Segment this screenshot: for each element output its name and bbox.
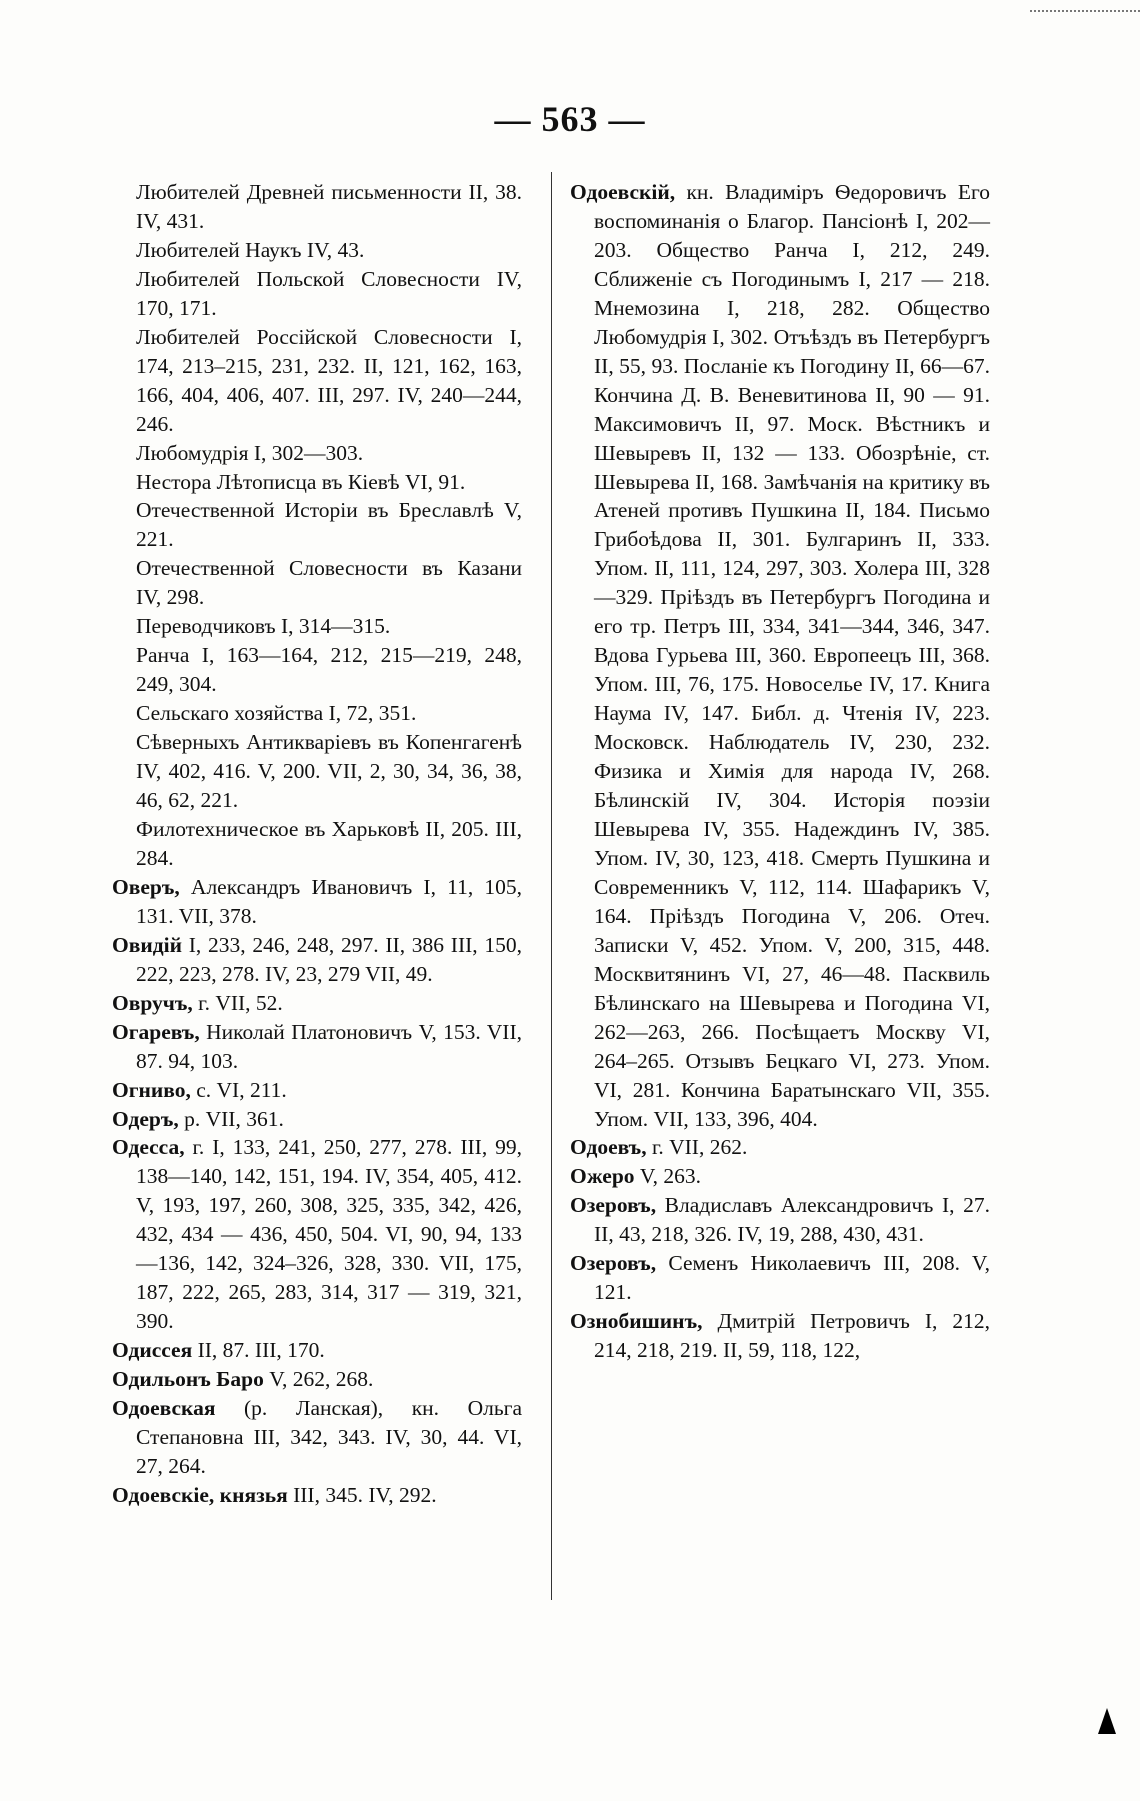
- index-entry: [112, 468, 522, 497]
- entry-heading: Ожеро: [570, 1164, 635, 1189]
- entry-heading: Ознобишинъ,: [570, 1309, 703, 1334]
- index-entry: [112, 1105, 522, 1134]
- entry-text: Отечественной Словесности въ Казани IV, 298.: [136, 556, 522, 610]
- index-entry: [112, 873, 522, 931]
- entry-text: Любомудрія I, 302—303.: [136, 440, 364, 465]
- index-entry: [112, 496, 522, 554]
- entry-text: с. VI, 211.: [190, 1077, 287, 1102]
- index-entry: [112, 236, 522, 265]
- entry-text: Любителей Россійской Словесности I, 174, 213–215, 231, 232. II, 121, 162, 163, 166, 404, 406, 407. III, 297. IV, 240—244, 246.: [136, 324, 522, 436]
- entry-text: Сельскаго хозяйства I, 72, 351.: [136, 701, 417, 726]
- entry-text: I, 233, 246, 248, 297. II, 386 III, 150, 222, 223, 278. IV, 23, 279 VII, 49.: [136, 932, 522, 986]
- entry-text: II, 87. III, 170.: [192, 1338, 325, 1363]
- entry-text: Филотехническое въ Харьковѣ II, 205. III, 284.: [136, 816, 522, 870]
- entry-text: Отечественной Исторіи въ Бреславлѣ V, 221.: [136, 498, 522, 552]
- entry-heading: Одоевскій,: [570, 180, 676, 204]
- entry-heading: Одильонъ Баро: [112, 1367, 264, 1392]
- index-entry: [570, 178, 990, 1133]
- index-entry: [112, 931, 522, 989]
- entry-text: III, 345. IV, 292.: [287, 1482, 437, 1507]
- entry-text: кн. Владиміръ Ѳедоровичъ Его воспоминанія о Благор. Пансіонѣ I, 202—203. Общество Ранча I, 212, 249. Сближеніе съ Погодинымъ I, 217 — 218. Мнемозина I, 218, 282. Общество Любомудрія I, 302. Отъѣздъ въ Петербургъ II, 55, 93. Посланіе къ Погодину II, 66—67. Кончина Д. В. Веневитинова II, 90 — 91. Максимовичъ II, 97. Моск. Вѣстникъ и Шевыревъ II, 132 — 133. Обозрѣніе, ст. Шевырева II, 168. Замѣчанія на критику въ Атеней противъ Пушкина II, 184. Письмо Грибоѣдова II, 301. Булгаринъ II, 333. Упом. II, 111, 124, 297, 303. Холера III, 328—329. Пріѣздъ въ Петербургъ Погодина и его тр. Петръ III, 334, 341—344, 346, 347. Вдова Гурьева III, 360. Европеецъ III, 368. Упом. III, 76, 175. Новоселье IV, 17. Книга Наума IV, 147. Библ. д. Чтенія IV, 223. Московск. Наблюдатель IV, 230, 232. Физика и Химія для народа IV, 268. Бѣлинскій IV, 304. Исторія поэзіи Шевырева IV, 355. Надеждинъ IV, 385. Упом. IV, 30, 123, 418. Смерть Пушкина и Современникъ V, 112, 114. Шафарикъ V, 164. Пріѣздъ Погодина V, 206. Отеч. Записки V, 452. Упом. V, 200, 315, 448. Москвитянинъ VI, 27, 46—48. Пасквиль Бѣлинскаго на Шевырева и Погодина VI, 262—263, 266. Посѣщаетъ Москву VI, 264–265. Отзывъ Бецкаго VI, 273. Упом. VI, 281. Кончина Баратынскаго VII, 355. Упом. VII, 133, 396, 404.: [594, 180, 990, 1131]
- entry-text: Переводчиковъ I, 314—315.: [136, 614, 391, 639]
- index-entry: [112, 641, 522, 699]
- index-entry: [112, 554, 522, 612]
- entry-heading: Озеровъ,: [570, 1193, 657, 1218]
- index-entry: [112, 1481, 522, 1510]
- column-divider: [551, 172, 552, 1600]
- entry-text: р. VII, 361.: [178, 1106, 284, 1131]
- entry-heading: Одесса,: [112, 1135, 185, 1160]
- index-entry: [112, 612, 522, 641]
- index-entry: [112, 1076, 522, 1105]
- entry-text: Любителей Древней письменности II, 38. IV, 431.: [136, 180, 522, 233]
- entry-text: г. I, 133, 241, 250, 277, 278. III, 99, 138—140, 142, 151, 194. IV, 354, 405, 412. V, 193, 197, 260, 308, 325, 335, 342, 426, 432, 434 — 436, 450, 504. VI, 90, 94, 133—136, 142, 324–326, 328, 330. VII, 175, 187, 222, 265, 283, 314, 317 — 319, 321, 390.: [136, 1135, 522, 1334]
- entry-heading: Одоевскіе, князья: [112, 1482, 288, 1507]
- entry-text: V, 262, 268.: [263, 1367, 374, 1392]
- index-entry: [570, 1191, 990, 1249]
- entry-heading: Одоевская: [112, 1396, 216, 1421]
- corner-mark-icon: [1098, 1708, 1116, 1734]
- entry-heading: Овидій: [112, 932, 182, 957]
- entry-heading: Одиссея: [112, 1338, 193, 1363]
- entry-heading: Одеръ,: [112, 1106, 179, 1131]
- entry-heading: Огаревъ,: [112, 1019, 200, 1044]
- entry-text: Любителей Наукъ IV, 43.: [136, 237, 365, 262]
- index-entry: [112, 323, 522, 439]
- index-entry: [112, 1133, 522, 1336]
- entry-heading: Огниво,: [112, 1077, 191, 1102]
- entry-text: г. VII, 262.: [646, 1135, 748, 1160]
- index-entry: [112, 815, 522, 873]
- entry-heading: Одоевъ,: [570, 1135, 647, 1160]
- index-entry: [112, 265, 522, 323]
- index-entry: [112, 699, 522, 728]
- entry-heading: Оверъ,: [112, 874, 180, 899]
- top-dotted-rule: [1030, 10, 1140, 12]
- index-entry: [112, 178, 522, 236]
- entry-text: Нестора Лѣтописца въ Кіевѣ VI, 91.: [136, 469, 466, 494]
- page-number: — 563 —: [494, 99, 646, 139]
- entry-heading: Овручъ,: [112, 990, 193, 1015]
- entry-text: Сѣверныхъ Антикваріевъ въ Копенгагенѣ IV, 402, 416. V, 200. VII, 2, 30, 34, 36, 38, 46, 62, 221.: [136, 730, 522, 813]
- index-entry: [570, 1307, 990, 1365]
- right-column: [570, 178, 990, 1365]
- index-entry: [112, 1018, 522, 1076]
- entry-text: (р. Ланская), кн. Ольга Степановна III, 342, 343. IV, 30, 44. VI, 27, 264.: [136, 1396, 522, 1478]
- entry-text: V, 263.: [634, 1164, 702, 1189]
- entry-text: Николай Платоновичъ V, 153. VII, 87. 94, 103.: [136, 1019, 522, 1073]
- entry-text: Любителей Польской Словесности IV, 170, 171.: [136, 266, 522, 320]
- entry-text: Дмитрій Петровичъ I, 212, 214, 218, 219. II, 59, 118, 122,: [594, 1309, 990, 1363]
- entry-text: Ранча I, 163—164, 212, 215—219, 248, 249, 304.: [136, 643, 522, 697]
- index-entry: [112, 728, 522, 815]
- entry-text: г. VII, 52.: [192, 990, 283, 1015]
- index-entry: [112, 1394, 522, 1481]
- index-entry: [112, 989, 522, 1018]
- left-column: [112, 178, 522, 1510]
- entry-text: Владиславъ Александровичъ I, 27. II, 43, 218, 326. IV, 19, 288, 430, 431.: [594, 1193, 990, 1247]
- index-entry: [570, 1133, 990, 1162]
- index-entry: [570, 1249, 990, 1307]
- index-entry: [570, 1162, 990, 1191]
- entry-text: Семенъ Николаевичъ III, 208. V, 121.: [594, 1251, 990, 1305]
- entry-text: Александръ Ивановичъ I, 11, 105, 131. VII, 378.: [136, 874, 522, 928]
- index-entry: [112, 1336, 522, 1365]
- index-entry: [112, 439, 522, 468]
- index-entry: [112, 1365, 522, 1394]
- entry-heading: Озеровъ,: [570, 1251, 657, 1276]
